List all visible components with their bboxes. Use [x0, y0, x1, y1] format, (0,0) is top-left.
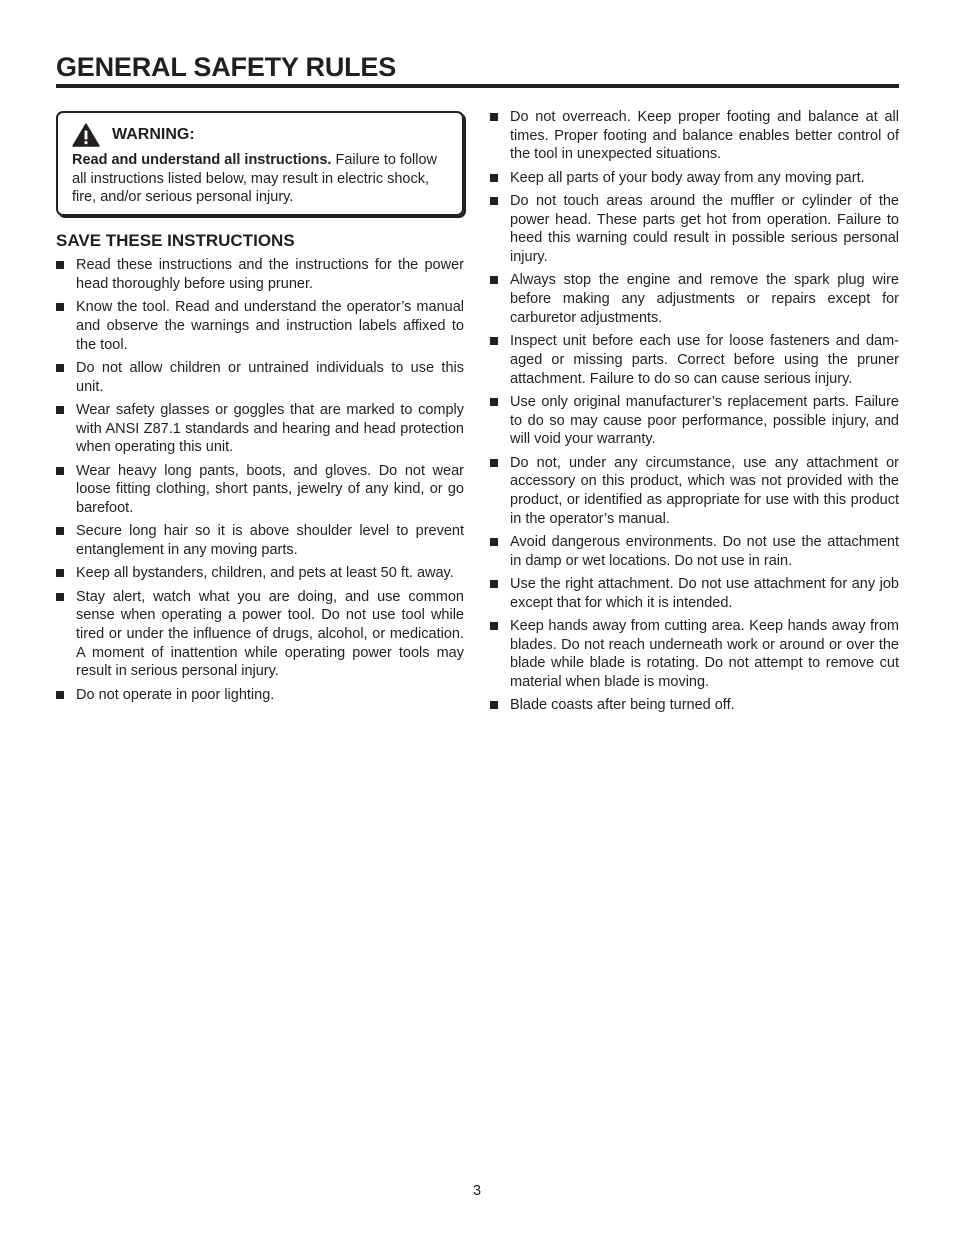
rule-text: Wear safety glasses or goggles that are marked to comply with ANSI Z87.1 standards and hearing and head protection when operating this unit. — [76, 401, 464, 456]
rule-text: Do not operate in poor lighting. — [76, 686, 275, 703]
warning-label: WARNING: — [112, 126, 195, 143]
rule-text: Always stop the engine and remove the spark plug wire before making any adjustments or repairs except for carburetor adjustments. — [510, 272, 899, 326]
rule-item — [490, 696, 899, 715]
rule-text: Do not overreach. Keep proper footing and balance at all times. Proper footing and balance enables better control of the tool in unexpected situations. — [510, 109, 899, 163]
rule-item — [490, 454, 899, 529]
square-bullet-icon — [490, 622, 498, 630]
warning-bold-text: Read and understand all instructions. — [72, 152, 332, 168]
rule-item — [56, 359, 464, 396]
rule-text: Secure long hair so it is above shoulder level to prevent entanglement in any moving parts. — [76, 523, 464, 558]
rule-item — [490, 575, 899, 612]
square-bullet-icon — [56, 467, 64, 475]
rule-item — [490, 533, 899, 570]
square-bullet-icon — [490, 701, 498, 709]
rule-item — [56, 522, 464, 559]
rule-item — [490, 332, 899, 388]
rule-text: Keep all parts of your body away from any moving part. — [510, 169, 865, 186]
rule-text: Avoid dangerous environments. Do not use the attachment in damp or wet locations. Do not use in rain. — [510, 533, 899, 569]
rule-text: Use the right attachment. Do not use attachment for any job except that for which it is intended. — [510, 575, 899, 611]
rule-item — [490, 617, 899, 692]
warning-box — [56, 111, 464, 216]
rule-item — [490, 192, 899, 267]
right-rules-list — [490, 108, 899, 715]
rule-item — [56, 462, 464, 518]
square-bullet-icon — [56, 364, 64, 372]
save-instructions-heading: SAVE THESE INSTRUCTIONS — [56, 231, 295, 251]
square-bullet-icon — [56, 261, 64, 269]
rule-text: Do not allow children or untrained individuals to use this unit. — [76, 359, 464, 395]
square-bullet-icon — [490, 276, 498, 284]
left-column — [56, 111, 464, 709]
square-bullet-icon — [490, 580, 498, 588]
square-bullet-icon — [56, 593, 64, 601]
title-rule — [56, 84, 899, 88]
warning-triangle-icon — [72, 123, 100, 147]
rule-item — [56, 401, 464, 457]
square-bullet-icon — [56, 303, 64, 311]
right-column — [490, 108, 899, 720]
square-bullet-icon — [490, 398, 498, 406]
rule-item — [56, 686, 464, 705]
square-bullet-icon — [490, 174, 498, 182]
rule-item — [56, 298, 464, 354]
square-bullet-icon — [490, 113, 498, 121]
warning-text — [72, 151, 448, 207]
warning-body-text: Failure to follow all instructions listed below, may result in electric shock, fire, and/or serious personal injury. — [72, 152, 438, 206]
rule-text: Keep hands away from cutting area. Keep hands away from blades. Do not reach underneath work or around or over the blade while blade is rotating. Do not attempt to remove cut material when blade is moving. — [510, 617, 899, 691]
square-bullet-icon — [490, 337, 498, 345]
square-bullet-icon — [56, 691, 64, 699]
rule-text: Know the tool. Read and understand the operator’s manual and observe the warnings and instruction labels affixed to the tool. — [76, 299, 464, 353]
rule-text: Blade coasts after being turned off. — [510, 697, 735, 714]
rule-text: Wear heavy long pants, boots, and gloves. Do not wear loose fitting clothing, short pants, jewelry of any kind, or go barefoot. — [76, 462, 464, 516]
square-bullet-icon — [56, 406, 64, 414]
rule-text: Stay alert, watch what you are doing, and use common sense when operating a power tool. Do not use tool while tired or under the influence of drugs, alcohol, or medication. A moment of inattention while operating power tools may result in serious personal injury. — [76, 588, 464, 680]
rule-text: Keep all bystanders, children, and pets at least 50 ft. away. — [76, 565, 454, 582]
rule-item — [490, 169, 899, 188]
rule-item — [56, 564, 464, 583]
square-bullet-icon — [56, 527, 64, 535]
rule-item — [490, 271, 899, 327]
rule-item — [490, 393, 899, 449]
rule-text: Do not touch areas around the muffler or cylinder of the power head. These parts get hot from operation. Failure to heed this warning could result in possible serious personal injury. — [510, 193, 899, 266]
square-bullet-icon — [490, 197, 498, 205]
rule-text: Do not, under any circumstance, use any attachment or accessory on this product, which was not provided with the product, or identified as appropriate for use with this product in the operator’s manual. — [510, 454, 899, 527]
left-rules-list — [56, 256, 464, 704]
rule-item — [490, 108, 899, 164]
rule-item — [56, 256, 464, 293]
page-title: GENERAL SAFETY RULES — [56, 52, 397, 82]
rule-item — [56, 588, 464, 682]
rule-text: Use only original manufacturer’s replacement parts. Failure to do so may cause poor performance, possible injury, and will void your warranty. — [510, 393, 899, 448]
square-bullet-icon — [490, 459, 498, 467]
rule-text: Inspect unit before each use for loose fasteners and damaged or missing parts. Correct before using the pruner attachment. Failure to do so can cause serious injury. — [510, 333, 899, 387]
page-number: 3 — [472, 1183, 482, 1199]
warning-header — [72, 121, 448, 149]
rule-text: Read these instructions and the instructions for the power head thoroughly before using pruner. — [76, 257, 464, 292]
square-bullet-icon — [56, 569, 64, 577]
square-bullet-icon — [490, 538, 498, 546]
